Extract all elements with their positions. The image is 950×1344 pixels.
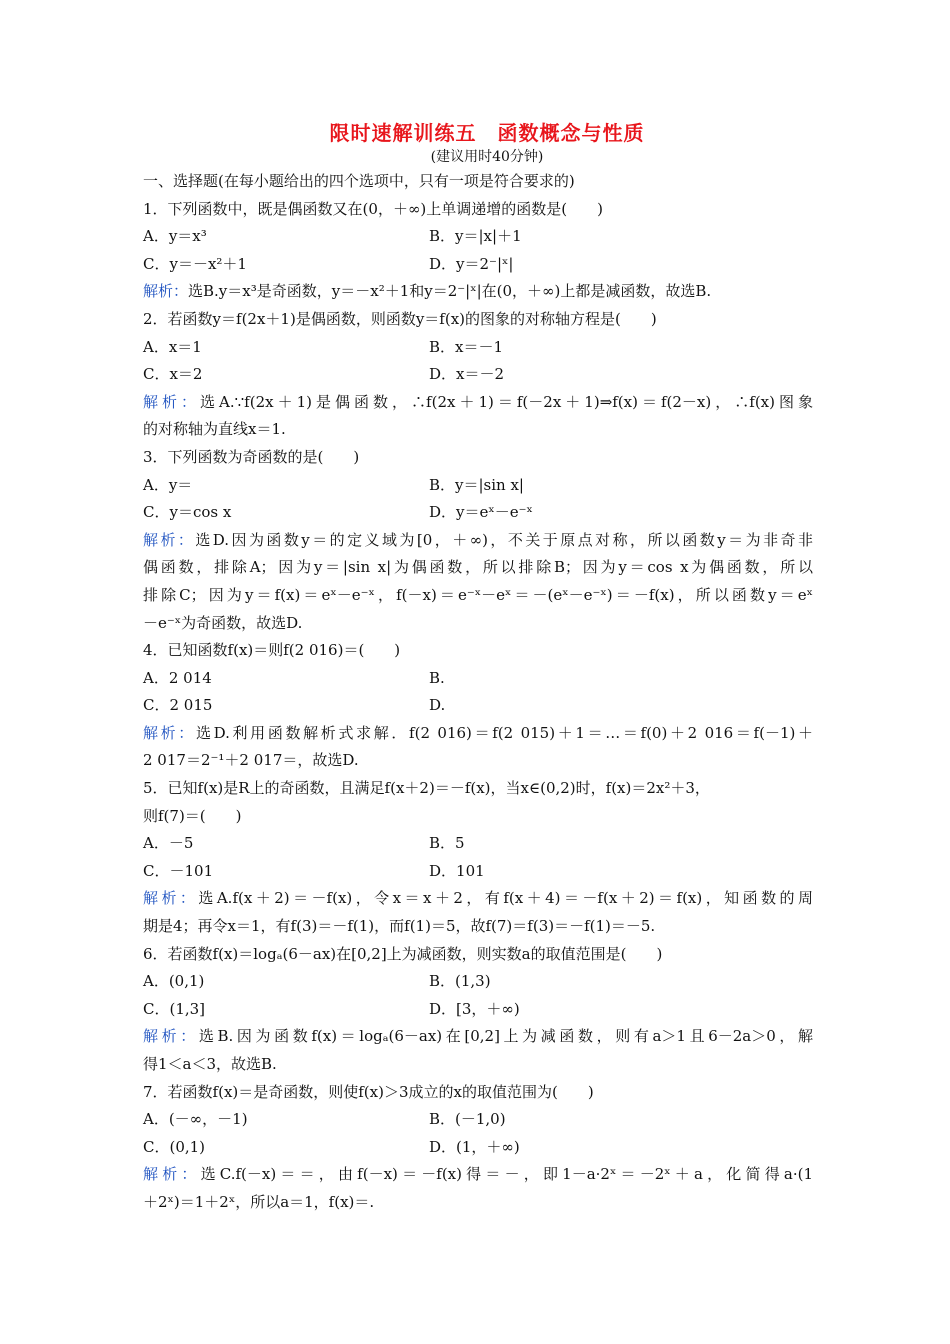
option-a: A．(0,1) xyxy=(143,972,205,991)
option-a: A．(－∞，－1) xyxy=(143,1110,248,1129)
question-list xyxy=(143,196,813,1217)
solution-label: 解析： xyxy=(143,392,201,411)
option-d: D．101 xyxy=(429,861,485,880)
solution-label: 解析： xyxy=(143,282,189,301)
solution-text: 选D.因为函数y＝的定义域为[0，＋∞)，不关于原点对称，所以函数y＝为非奇非 xyxy=(195,530,813,549)
option-d: D．(1，＋∞) xyxy=(429,1137,520,1156)
question-stem: 5．已知f(x)是R上的奇函数，且满足f(x＋2)＝－f(x)，当x∈(0,2)时，f(x)＝2x²＋3， xyxy=(143,779,710,798)
option-b: B．5 xyxy=(429,834,465,853)
option-c: C．(0,1) xyxy=(143,1137,206,1156)
section-heading: 一、选择题(在每小题给出的四个选项中，只有一项是符合要求的) xyxy=(143,172,575,190)
option-row xyxy=(143,692,813,720)
option-d: D．[3，＋∞) xyxy=(429,999,520,1018)
page-title: 限时速解训练五 函数概念与性质 xyxy=(329,121,645,145)
solution-line xyxy=(143,720,813,748)
solution-line xyxy=(143,610,813,638)
solution-label: 解析： xyxy=(143,1027,199,1046)
option-c: C．－101 xyxy=(143,861,214,880)
solution-line xyxy=(143,582,813,610)
question-block xyxy=(143,637,813,775)
option-a: A．y＝x³ xyxy=(143,227,207,246)
solution-label: 解析： xyxy=(143,889,199,908)
option-d: D. xyxy=(429,696,446,715)
solution-text: 2 017＝2⁻¹＋2 017＝，故选D. xyxy=(143,751,359,770)
option-c: C．y＝－x²＋1 xyxy=(143,254,247,273)
option-a: A．－5 xyxy=(143,834,194,853)
question-stem: 2．若函数y＝f(2x＋1)是偶函数，则函数y＝f(x)的图象的对称轴方程是( ) xyxy=(143,309,657,328)
solution-line xyxy=(143,885,813,913)
solution-line xyxy=(143,913,813,941)
question-stem: 3．下列函数为奇函数的是( ) xyxy=(143,447,360,466)
document-page xyxy=(143,118,813,1217)
solution-label: 解析： xyxy=(143,1165,201,1184)
solution-text: 期是4；再令x＝1，有f(3)＝－f(1)，而f(1)＝5，故f(7)＝f(3)＝－f(1)＝－5. xyxy=(143,917,656,936)
option-c: C．y＝cos x xyxy=(143,503,232,522)
solution-line xyxy=(143,527,813,555)
solution-text: －e⁻ˣ为奇函数，故选D. xyxy=(143,613,303,632)
question-stem: 1．下列函数中，既是偶函数又在(0，＋∞)上单调递增的函数是( ) xyxy=(143,199,603,218)
question-stem: 则f(7)＝( ) xyxy=(143,806,242,825)
solution-line xyxy=(143,1161,813,1189)
option-row xyxy=(143,499,813,527)
option-b: B．y＝|x|＋1 xyxy=(429,227,522,246)
solution-label: 解析： xyxy=(143,723,196,742)
solution-line xyxy=(143,747,813,775)
question-stem: 6．若函数f(x)＝logₐ(6－ax)在[0,2]上为减函数，则实数a的取值范围是( ) xyxy=(143,944,663,963)
option-row xyxy=(143,251,813,279)
question-block xyxy=(143,196,813,306)
option-b: B．y＝|sin x| xyxy=(429,475,524,494)
solution-text: 选C.f(－x)＝＝，由f(－x)＝－f(x)得＝－，即1－a·2ˣ＝－2ˣ＋a，化简得a·(1 xyxy=(200,1165,813,1184)
solution-line xyxy=(143,416,813,444)
option-row xyxy=(143,472,813,500)
solution-text: 偶函数，排除A；因为y＝|sin x|为偶函数，所以排除B；因为y＝cos x为偶函数，所以 xyxy=(143,558,813,577)
solution-line xyxy=(143,389,813,417)
question-block xyxy=(143,941,813,1079)
page-subtitle: (建议用时40分钟) xyxy=(430,149,544,165)
option-row xyxy=(143,223,813,251)
option-row xyxy=(143,830,813,858)
solution-text: 得1＜a＜3，故选B. xyxy=(143,1055,277,1073)
solution-text: 选B.y＝x³是奇函数，y＝－x²＋1和y＝2⁻|ˣ|在(0，＋∞)上都是减函数，故选B. xyxy=(188,282,712,301)
solution-line xyxy=(143,278,813,306)
option-row xyxy=(143,1134,813,1162)
solution-text: 选A.∵f(2x＋1)是偶函数，∴f(2x＋1)＝f(－2x＋1)⇒f(x)＝f(2－x)，∴f(x)图象 xyxy=(200,392,813,411)
question-stem: 4．已知函数f(x)＝则f(2 016)＝( ) xyxy=(143,641,401,660)
solution-line xyxy=(143,1023,813,1051)
option-a: A．y＝ xyxy=(143,475,193,494)
solution-text: ＋2ˣ)＝1＋2ˣ，所以a＝1，f(x)＝. xyxy=(143,1192,375,1211)
option-row xyxy=(143,858,813,886)
solution-text: 排除C；因为y＝f(x)＝eˣ－e⁻ˣ，f(－x)＝e⁻ˣ－eˣ＝－(eˣ－e⁻ˣ)＝－f(x)，所以函数y＝eˣ xyxy=(143,585,813,604)
option-b: B. xyxy=(429,668,445,687)
option-c: C．(1,3] xyxy=(143,999,206,1018)
option-row xyxy=(143,996,813,1024)
question-block xyxy=(143,1079,813,1217)
question-block xyxy=(143,444,813,637)
option-b: B．x＝－1 xyxy=(429,337,504,356)
solution-text: 选B.因为函数f(x)＝logₐ(6－ax)在[0,2]上为减函数，则有a＞1且6－2a＞0，解 xyxy=(198,1027,813,1046)
option-row xyxy=(143,1106,813,1134)
option-c: C．2 015 xyxy=(143,696,213,715)
option-d: D．x＝－2 xyxy=(429,365,505,384)
option-a: A．2 014 xyxy=(143,668,212,687)
solution-line xyxy=(143,1051,813,1079)
solution-text: 选A.f(x＋2)＝－f(x)，令x＝x＋2，有f(x＋4)＝－f(x＋2)＝f(x)，知函数的周 xyxy=(198,889,813,908)
option-b: B．(1,3) xyxy=(429,972,491,991)
solution-line xyxy=(143,554,813,582)
option-d: D．y＝2⁻|ˣ| xyxy=(429,254,514,273)
question-block xyxy=(143,775,813,941)
option-row xyxy=(143,334,813,362)
option-row xyxy=(143,665,813,693)
option-d: D．y＝eˣ－e⁻ˣ xyxy=(429,503,533,522)
option-row xyxy=(143,361,813,389)
option-row xyxy=(143,968,813,996)
question-block xyxy=(143,306,813,444)
solution-label: 解析： xyxy=(143,530,196,549)
solution-line xyxy=(143,1189,813,1217)
option-c: C．x＝2 xyxy=(143,365,203,384)
option-a: A．x＝1 xyxy=(143,337,202,356)
question-stem: 7．若函数f(x)＝是奇函数，则使f(x)＞3成立的x的取值范围为( ) xyxy=(143,1082,594,1101)
solution-text: 的对称轴为直线x＝1. xyxy=(143,420,286,439)
solution-text: 选D.利用函数解析式求解．f(2 016)＝f(2 015)＋1＝…＝f(0)＋2 016＝f(－1)＋ xyxy=(195,723,813,742)
option-b: B．(－1,0) xyxy=(429,1110,506,1129)
